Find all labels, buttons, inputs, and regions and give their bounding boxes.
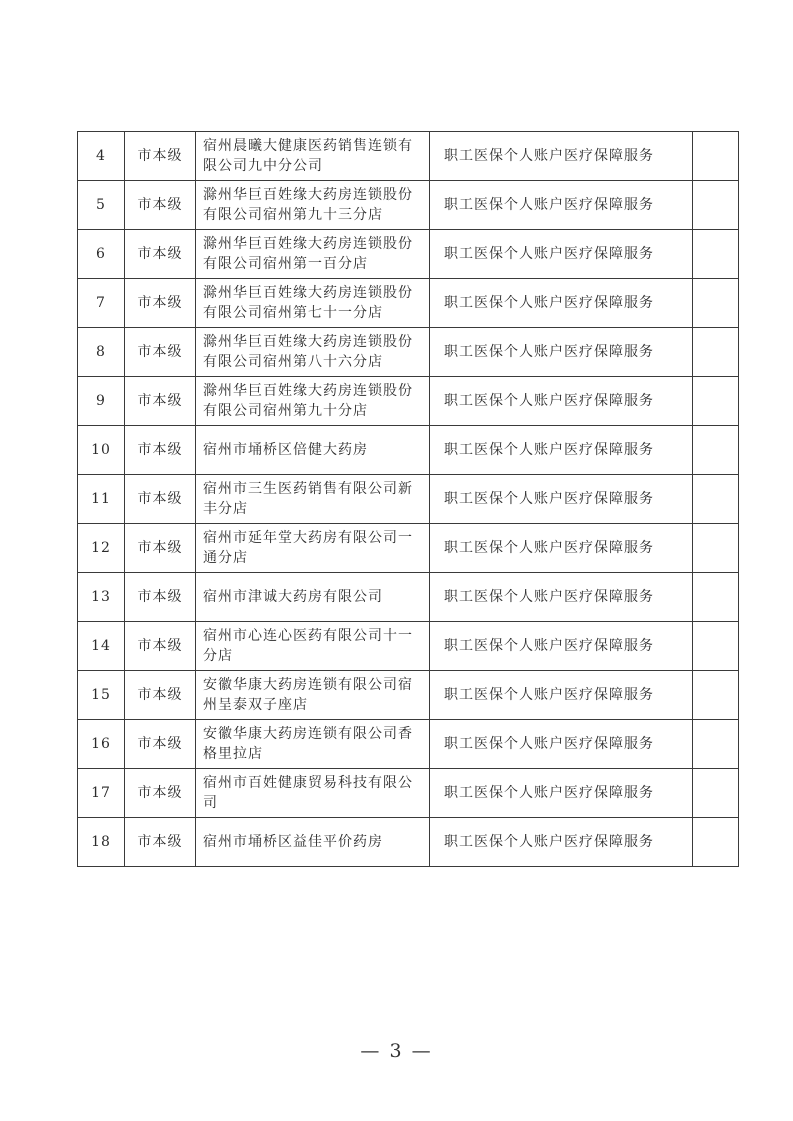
admin-level-cell: 市本级 <box>125 279 196 328</box>
service-type-cell: 职工医保个人账户医疗保障服务 <box>430 377 693 426</box>
service-type-cell: 职工医保个人账户医疗保障服务 <box>430 132 693 181</box>
row-number-cell: 8 <box>78 328 125 377</box>
remark-cell <box>693 230 739 279</box>
remark-cell <box>693 524 739 573</box>
service-type-cell: 职工医保个人账户医疗保障服务 <box>430 671 693 720</box>
institution-name-cell: 宿州市三生医药销售有限公司新丰分店 <box>196 475 430 524</box>
remark-cell <box>693 475 739 524</box>
admin-level-cell: 市本级 <box>125 720 196 769</box>
admin-level-cell: 市本级 <box>125 818 196 867</box>
row-number-cell: 18 <box>78 818 125 867</box>
table-row <box>78 720 739 769</box>
table-row <box>78 769 739 818</box>
service-type-cell: 职工医保个人账户医疗保障服务 <box>430 622 693 671</box>
table-row <box>78 328 739 377</box>
remark-cell <box>693 328 739 377</box>
admin-level-cell: 市本级 <box>125 377 196 426</box>
remark-cell <box>693 181 739 230</box>
service-type-cell: 职工医保个人账户医疗保障服务 <box>430 720 693 769</box>
institution-name-cell: 宿州市埇桥区益佳平价药房 <box>196 818 430 867</box>
admin-level-cell: 市本级 <box>125 622 196 671</box>
remark-cell <box>693 426 739 475</box>
remark-cell <box>693 132 739 181</box>
remark-cell <box>693 377 739 426</box>
pharmacy-list-table <box>77 131 739 867</box>
row-number-cell: 9 <box>78 377 125 426</box>
row-number-cell: 4 <box>78 132 125 181</box>
table-row <box>78 622 739 671</box>
admin-level-cell: 市本级 <box>125 769 196 818</box>
table-row <box>78 671 739 720</box>
admin-level-cell: 市本级 <box>125 573 196 622</box>
service-type-cell: 职工医保个人账户医疗保障服务 <box>430 426 693 475</box>
row-number-cell: 5 <box>78 181 125 230</box>
institution-name-cell: 宿州市心连心医药有限公司十一分店 <box>196 622 430 671</box>
admin-level-cell: 市本级 <box>125 475 196 524</box>
row-number-cell: 6 <box>78 230 125 279</box>
admin-level-cell: 市本级 <box>125 328 196 377</box>
service-type-cell: 职工医保个人账户医疗保障服务 <box>430 524 693 573</box>
institution-name-cell: 宿州市百姓健康贸易科技有限公司 <box>196 769 430 818</box>
service-type-cell: 职工医保个人账户医疗保障服务 <box>430 279 693 328</box>
remark-cell <box>693 573 739 622</box>
row-number-cell: 16 <box>78 720 125 769</box>
institution-name-cell: 滁州华巨百姓缘大药房连锁股份有限公司宿州第一百分店 <box>196 230 430 279</box>
service-type-cell: 职工医保个人账户医疗保障服务 <box>430 573 693 622</box>
page-number: — 3 — <box>360 1040 433 1062</box>
service-type-cell: 职工医保个人账户医疗保障服务 <box>430 328 693 377</box>
remark-cell <box>693 720 739 769</box>
institution-name-cell: 宿州市延年堂大药房有限公司一通分店 <box>196 524 430 573</box>
row-number-cell: 10 <box>78 426 125 475</box>
table-row <box>78 475 739 524</box>
remark-cell <box>693 818 739 867</box>
row-number-cell: 12 <box>78 524 125 573</box>
service-type-cell: 职工医保个人账户医疗保障服务 <box>430 818 693 867</box>
row-number-cell: 17 <box>78 769 125 818</box>
admin-level-cell: 市本级 <box>125 132 196 181</box>
table-row <box>78 426 739 475</box>
table-row <box>78 377 739 426</box>
service-type-cell: 职工医保个人账户医疗保障服务 <box>430 181 693 230</box>
admin-level-cell: 市本级 <box>125 671 196 720</box>
institution-name-cell: 滁州华巨百姓缘大药房连锁股份有限公司宿州第八十六分店 <box>196 328 430 377</box>
remark-cell <box>693 279 739 328</box>
table-row <box>78 181 739 230</box>
table-row <box>78 818 739 867</box>
table-row <box>78 524 739 573</box>
admin-level-cell: 市本级 <box>125 524 196 573</box>
admin-level-cell: 市本级 <box>125 426 196 475</box>
admin-level-cell: 市本级 <box>125 181 196 230</box>
remark-cell <box>693 622 739 671</box>
institution-name-cell: 滁州华巨百姓缘大药房连锁股份有限公司宿州第七十一分店 <box>196 279 430 328</box>
institution-name-cell: 宿州市津诚大药房有限公司 <box>196 573 430 622</box>
table-row <box>78 279 739 328</box>
row-number-cell: 13 <box>78 573 125 622</box>
service-type-cell: 职工医保个人账户医疗保障服务 <box>430 230 693 279</box>
admin-level-cell: 市本级 <box>125 230 196 279</box>
institution-name-cell: 安徽华康大药房连锁有限公司香格里拉店 <box>196 720 430 769</box>
table-row <box>78 573 739 622</box>
service-type-cell: 职工医保个人账户医疗保障服务 <box>430 769 693 818</box>
table-row <box>78 230 739 279</box>
row-number-cell: 14 <box>78 622 125 671</box>
institution-name-cell: 滁州华巨百姓缘大药房连锁股份有限公司宿州第九十分店 <box>196 377 430 426</box>
row-number-cell: 15 <box>78 671 125 720</box>
institution-name-cell: 安徽华康大药房连锁有限公司宿州呈泰双子座店 <box>196 671 430 720</box>
row-number-cell: 7 <box>78 279 125 328</box>
institution-name-cell: 宿州市埇桥区倍健大药房 <box>196 426 430 475</box>
remark-cell <box>693 671 739 720</box>
institution-name-cell: 宿州晨曦大健康医药销售连锁有限公司九中分公司 <box>196 132 430 181</box>
service-type-cell: 职工医保个人账户医疗保障服务 <box>430 475 693 524</box>
remark-cell <box>693 769 739 818</box>
table-row <box>78 132 739 181</box>
institution-name-cell: 滁州华巨百姓缘大药房连锁股份有限公司宿州第九十三分店 <box>196 181 430 230</box>
table-body <box>78 132 739 867</box>
row-number-cell: 11 <box>78 475 125 524</box>
